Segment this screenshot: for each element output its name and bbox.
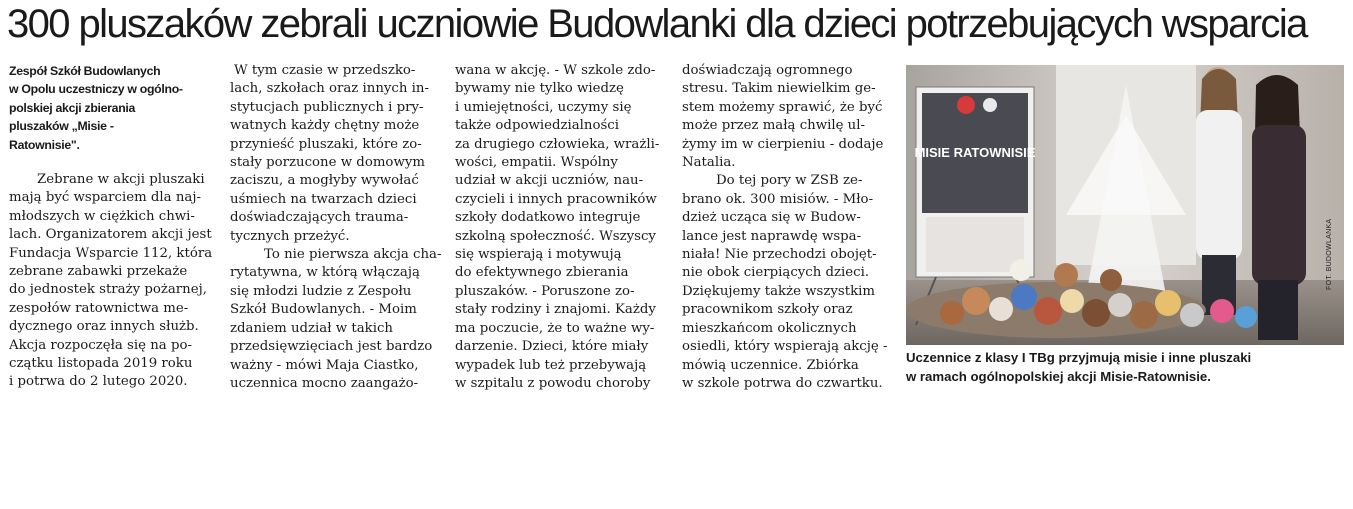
text-line: pracownikom szkoły oraz <box>682 302 853 318</box>
text-line: zebrane zabawki przekaże <box>9 264 188 280</box>
text-line: uśmiech na twarzach dzieci <box>230 191 417 207</box>
text-line: zaciszu, a mogłyby wywołać <box>230 173 419 189</box>
text-line: lance jest naprawdę wspa- <box>682 228 862 244</box>
text-line: czątku listopada 2019 roku <box>9 356 193 372</box>
photo-credit: FOT. BUDOWLANKA <box>1326 218 1333 290</box>
text-line: Do tej pory w ZSB ze- <box>716 173 863 189</box>
text-line: mają być wsparciem dla naj- <box>9 190 201 206</box>
text-line: czycieli i innych pracowników <box>455 191 657 207</box>
text-line: To nie pierwsza akcja cha- <box>264 247 442 263</box>
text-line: nie obok cierpiących dzieci. <box>682 265 870 281</box>
text-line: i potrwa do 2 lutego 2020. <box>9 374 188 390</box>
article-column-4 <box>682 62 896 400</box>
text-line: za drugiego człowieka, wrażli- <box>455 136 660 152</box>
text-line: tycznych przeżyć. <box>230 228 350 244</box>
lead-line: polskiej akcji zbierania <box>9 100 136 115</box>
text-line: dzież ucząca się w Budow- <box>682 210 861 226</box>
text-line: brano ok. 300 misiów. - Mło- <box>682 191 874 207</box>
text-line: stem możemy sprawić, że być <box>682 99 883 115</box>
text-line: młodszych w ciężkich chwi- <box>9 208 195 224</box>
text-line: w szpitalu z powodu choroby <box>455 375 651 391</box>
text-line: wości, empatii. Wspólny <box>455 155 618 171</box>
text-line: Dziękujemy także wszystkim <box>682 283 875 299</box>
text-line: przynieść pluszaki, które zo- <box>230 136 422 152</box>
text-line: szkoły dodatkowo integruje <box>455 210 641 226</box>
text-line: przedsięwzięciach jest bardzo <box>230 339 433 355</box>
text-line: uczennica mocno zaangażo- <box>230 375 419 391</box>
text-line: mieszkańcom okolicznych <box>682 320 857 336</box>
caption-line: w ramach ogólnopolskiej akcji Misie-Ratownisie. <box>906 368 1211 384</box>
poster-text: MISIE RATOWNISIE <box>914 145 1036 160</box>
text-line: może przez małą chwilę ul- <box>682 118 865 134</box>
text-line: osiedli, który wspierają akcję - <box>682 339 888 355</box>
text-line: lach, szkołach oraz innych in- <box>230 81 429 97</box>
text-line: stały porzucone w domowym <box>230 155 425 171</box>
text-line: pluszaków. - Poruszone zo- <box>455 283 635 299</box>
text-line: także odpowiedzialności <box>455 118 620 134</box>
lead-line: Ratownisie". <box>9 137 80 152</box>
text-line: Fundacja Wsparcie 112, która <box>9 245 213 261</box>
lead-line: w Opolu uczestniczy w ogólno- <box>9 82 183 97</box>
photo-caption <box>906 349 1346 386</box>
text-line: zespołów ratownictwa me- <box>9 300 189 316</box>
text-line: stały rodziny i znajomi. Każdy <box>455 302 656 318</box>
text-line: do jednostek straży pożarnej, <box>9 282 207 298</box>
text-line: niała! Nie przechodzi obojęt- <box>682 247 877 263</box>
caption-line: Uczennice z klasy I TBg przyjmują misie i inne pluszaki <box>906 350 1252 365</box>
text-line: ważny - mówi Maja Ciastko, <box>230 357 419 373</box>
text-line: wana w akcję. - W szkole zdo- <box>455 63 656 78</box>
text-line: stresu. Takim niewielkim ge- <box>682 81 876 97</box>
text-line: dycznego oraz innych służb. <box>9 319 199 335</box>
text-line: mówią uczennice. Zbiórka <box>682 357 859 373</box>
text-line: Natalia. <box>682 155 736 171</box>
student-2 <box>1252 75 1306 340</box>
text-line: zdaniem udział w takich <box>230 320 393 336</box>
text-line: doświadczających trauma- <box>230 210 409 226</box>
article-column-3 <box>455 62 669 400</box>
headline: 300 pluszaków zebrali uczniowie Budowlanki dla dzieci potrzebujących wsparcia <box>7 2 1307 46</box>
text-line: ma poczucie, że to ważne wy- <box>455 320 655 336</box>
text-line: lach. Organizatorem akcji jest <box>9 227 212 243</box>
text-line: darzenie. Dzieci, które miały <box>455 339 649 355</box>
text-line: szkolną społeczność. Wszyscy <box>455 228 656 244</box>
text-line: wypadek lub też przebywają <box>455 357 647 373</box>
text-line: W tym czasie w przedszko- <box>234 63 416 78</box>
text-line: Zebrane w akcji pluszaki <box>37 172 205 187</box>
text-line: do efektywnego zbierania <box>455 265 629 281</box>
text-line: w szkole potrwa do czwartku. <box>682 375 883 391</box>
text-line: żymy im w cierpieniu - dodaje <box>682 136 884 152</box>
lead-line: pluszaków „Misie - <box>9 119 114 134</box>
text-line: stytucjach publicznych i pry- <box>230 99 424 115</box>
text-line: się wspierają i motywują <box>455 247 622 263</box>
text-line: i umiejętności, uczymy się <box>455 99 632 115</box>
article-column-1-body <box>9 171 221 509</box>
text-line: bywamy nie tylko wiedzę <box>455 81 624 97</box>
student-1 <box>1196 67 1242 315</box>
lead-line: Zespół Szkół Budowlanych <box>9 64 161 78</box>
photo-illustration <box>906 65 1344 345</box>
text-line: doświadczają ogromnego <box>682 63 853 78</box>
article-photo <box>906 65 1344 345</box>
text-line: Akcja rozpoczęła się na po- <box>9 337 192 353</box>
text-line: watnych każdy chętny może <box>230 118 420 134</box>
text-line: Szkół Budowlanych. - Moim <box>230 302 417 318</box>
text-line: rytatywna, w którą włączają <box>230 265 420 281</box>
text-line: udział w akcji uczniów, nau- <box>455 173 644 189</box>
article-column-2 <box>230 62 444 400</box>
text-line: się młodzi ludzie z Zespołu <box>230 283 412 299</box>
